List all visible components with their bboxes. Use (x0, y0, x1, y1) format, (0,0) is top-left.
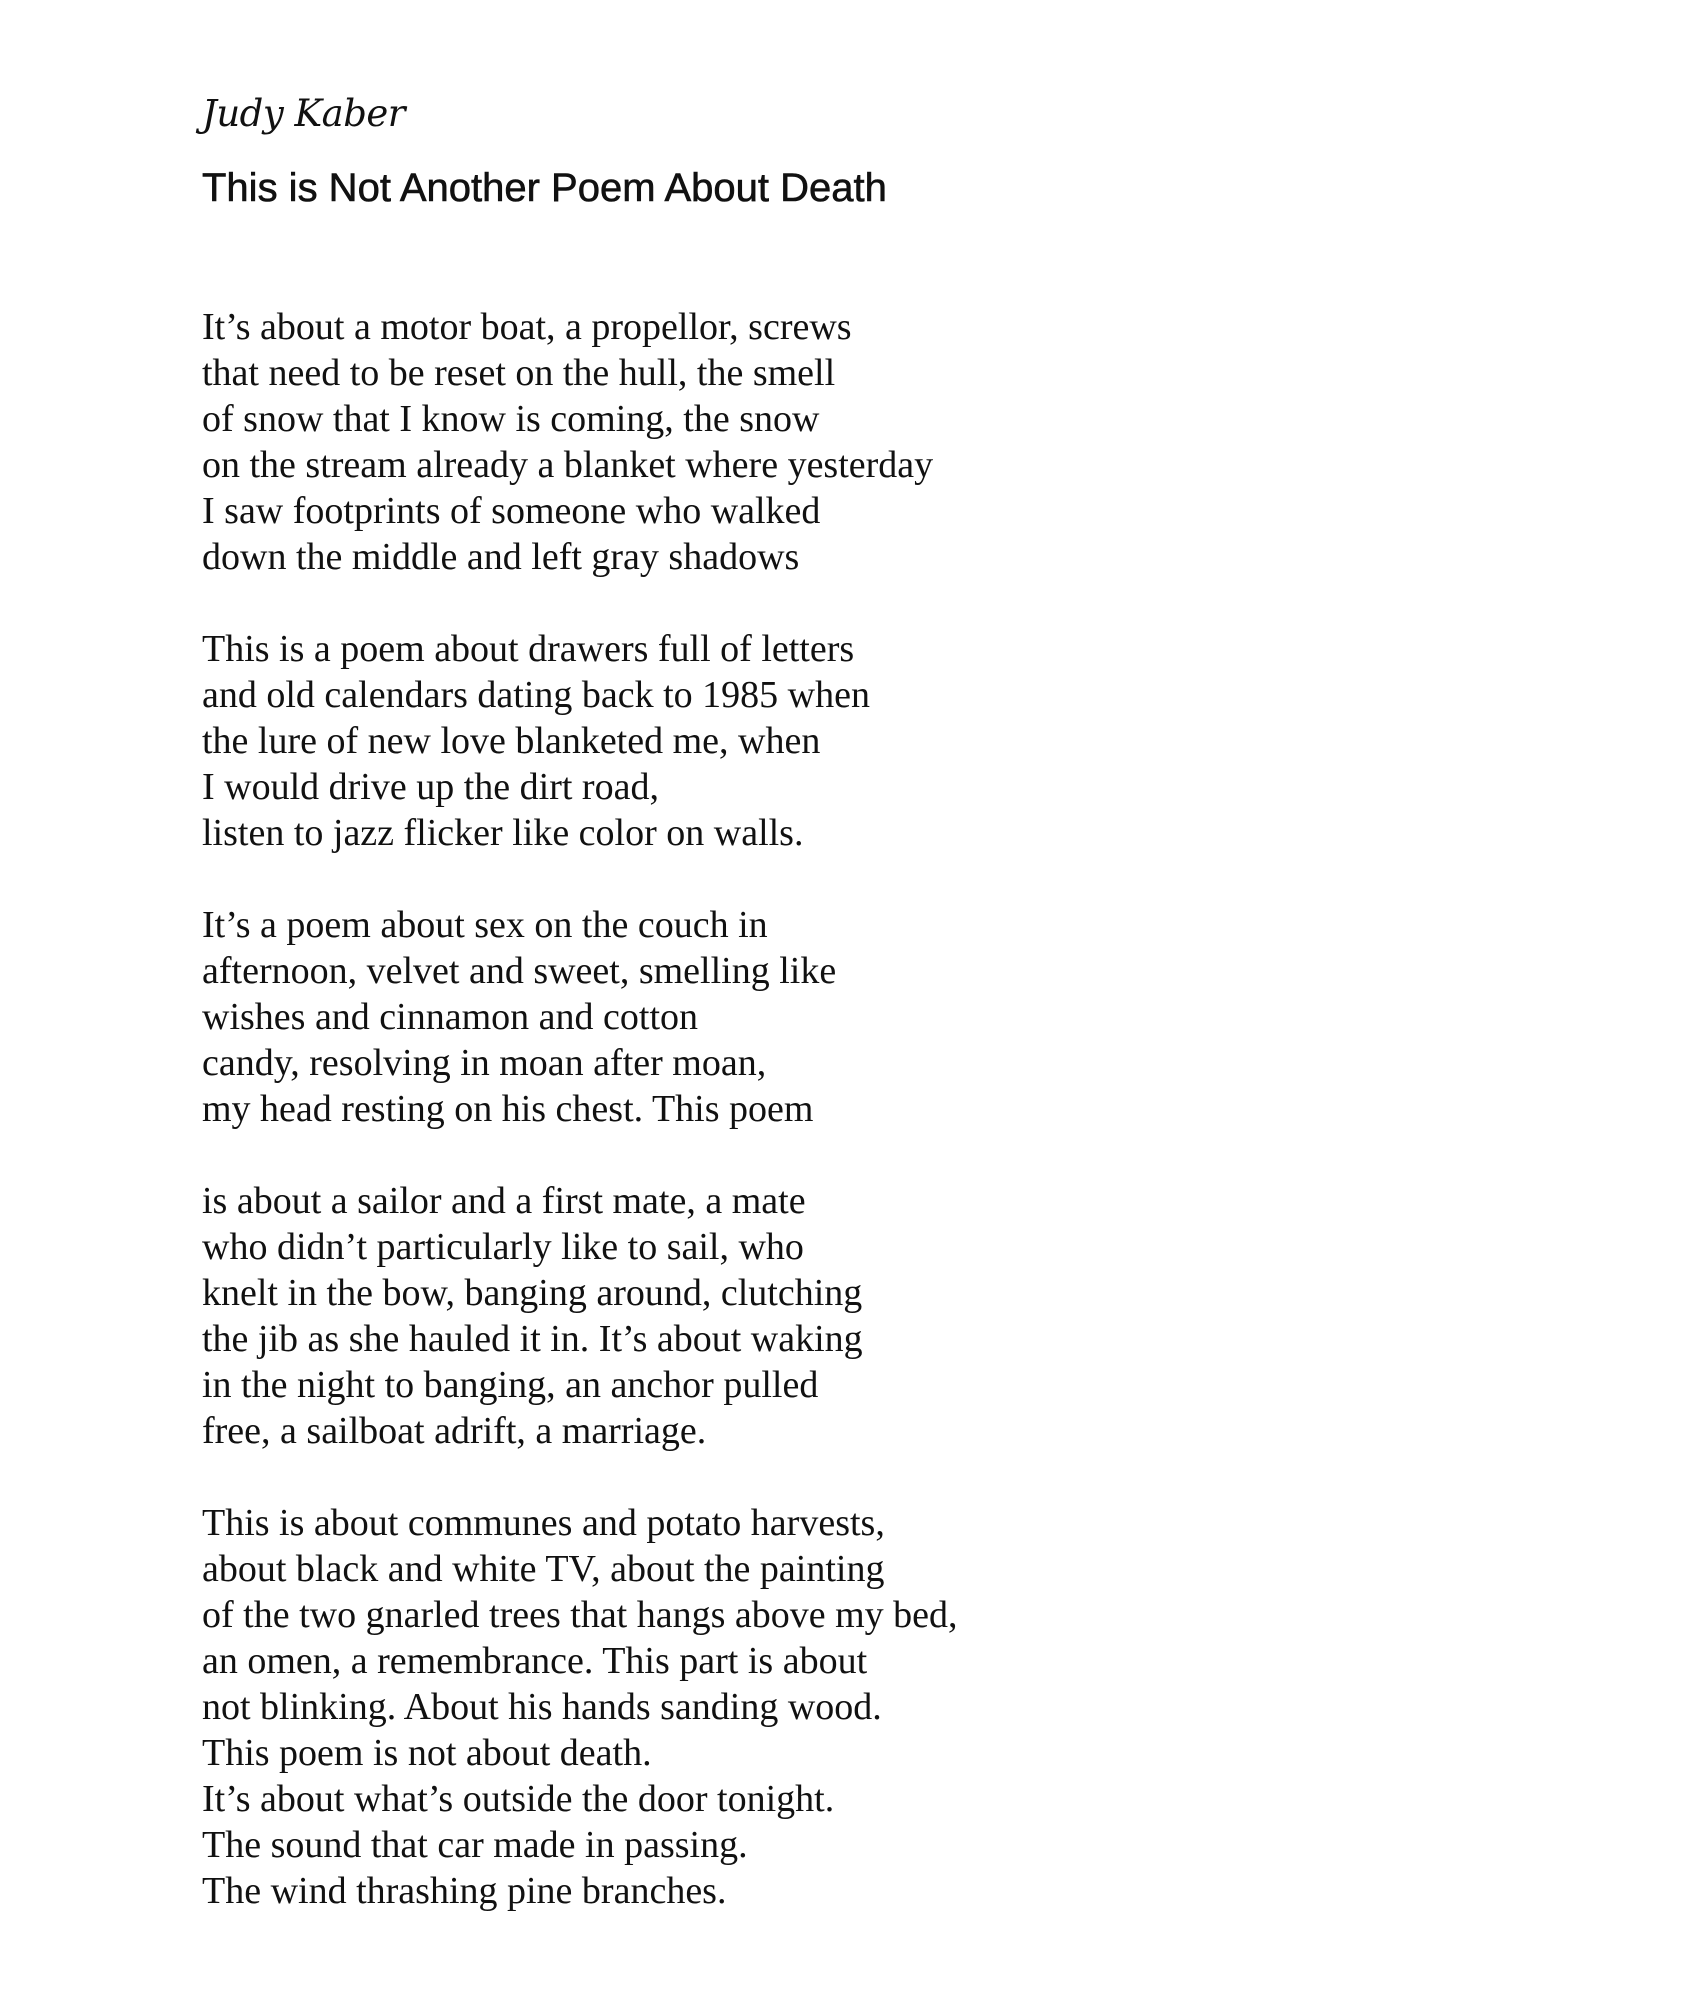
poem-line: This is about communes and potato harvests, (202, 1502, 885, 1544)
poem-page (202, 90, 1502, 1960)
poem-line: It’s about what’s outside the door tonight. (202, 1778, 835, 1820)
poem-line: It’s about a motor boat, a propellor, screws (202, 306, 852, 348)
stanza (202, 1500, 1502, 1914)
stanza (202, 304, 1502, 580)
poem-line: who didn’t particularly like to sail, who (202, 1226, 804, 1268)
poem-line: that need to be reset on the hull, the smell (202, 352, 836, 394)
poem-line: free, a sailboat adrift, a marriage. (202, 1410, 707, 1452)
poem-line: on the stream already a blanket where yesterday (202, 444, 934, 486)
poem-line: afternoon, velvet and sweet, smelling like (202, 950, 837, 992)
poem-line: This is a poem about drawers full of letters (202, 628, 855, 670)
poem-line: knelt in the bow, banging around, clutching (202, 1272, 863, 1314)
poem-line: candy, resolving in moan after moan, (202, 1042, 767, 1084)
poem-line: The wind thrashing pine branches. (202, 1870, 727, 1912)
stanza (202, 626, 1502, 856)
poem-line: the lure of new love blanketed me, when (202, 720, 821, 762)
poem-line: not blinking. About his hands sanding wood. (202, 1686, 882, 1728)
poem-line: of the two gnarled trees that hangs above my bed, (202, 1594, 958, 1636)
poem-line: I saw footprints of someone who walked (202, 490, 821, 532)
poem-line: an omen, a remembrance. This part is about (202, 1640, 868, 1682)
poem-line: about black and white TV, about the painting (202, 1548, 885, 1590)
stanza (202, 902, 1502, 1132)
poem-line: I would drive up the dirt road, (202, 766, 659, 808)
poem-title: This is Not Another Poem About Death (202, 166, 887, 210)
poem-line: the jib as she hauled it in. It’s about waking (202, 1318, 863, 1360)
poem-line: The sound that car made in passing. (202, 1824, 748, 1866)
poem-line: is about a sailor and a first mate, a mate (202, 1180, 806, 1222)
poem-line: It’s a poem about sex on the couch in (202, 904, 768, 946)
poem-line: in the night to banging, an anchor pulled (202, 1364, 819, 1406)
poem-line: This poem is not about death. (202, 1732, 652, 1774)
poem-line: wishes and cinnamon and cotton (202, 996, 699, 1038)
poem-line: listen to jazz flicker like color on walls. (202, 812, 804, 854)
stanza (202, 1178, 1502, 1454)
poem-body (202, 304, 1502, 1914)
poem-line: my head resting on his chest. This poem (202, 1088, 814, 1130)
poem-line: and old calendars dating back to 1985 when (202, 674, 870, 716)
author-name: Judy Kaber (202, 92, 405, 135)
poem-line: of snow that I know is coming, the snow (202, 398, 820, 440)
poem-line: down the middle and left gray shadows (202, 536, 800, 578)
